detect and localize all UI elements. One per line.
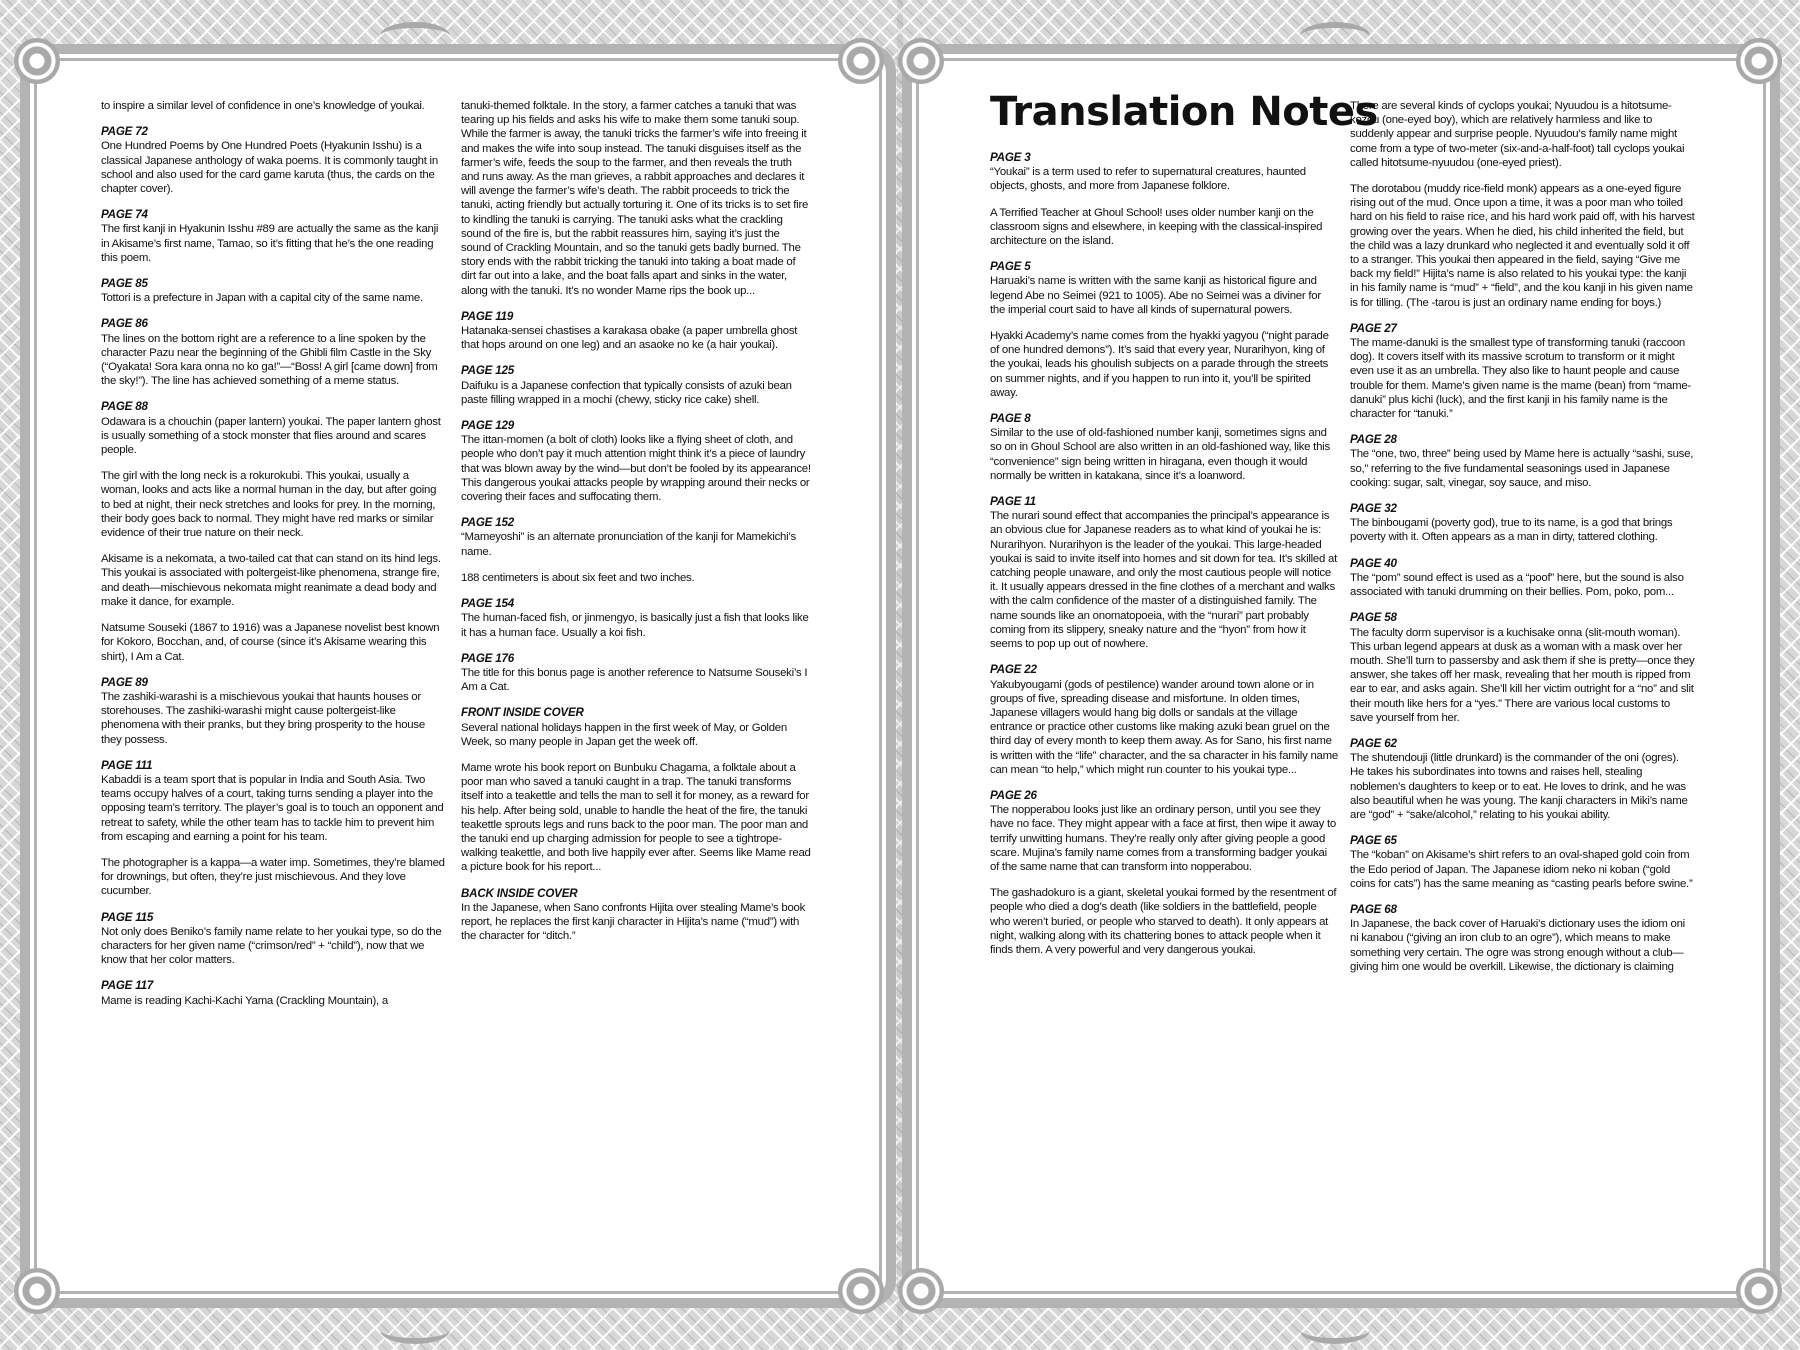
corner-ornament-bottom-center-right <box>898 1268 944 1314</box>
page-reference-heading: PAGE 11 <box>990 495 1036 509</box>
page-reference-heading: PAGE 111 <box>101 758 153 772</box>
corner-ornament-bottom-right <box>1736 1268 1782 1314</box>
page-reference-heading: PAGE 62 <box>1350 736 1397 750</box>
note-paragraph: In the Japanese, when Sano confronts Hijita over stealing Mame’s book report, he replaces the first kanji character in Hijita’s name (“mud”) with the character for “ditch.” <box>461 901 806 943</box>
page-reference-heading: PAGE 72 <box>101 125 148 139</box>
note-paragraph: One Hundred Poems by One Hundred Poets (Hyakunin Isshu) is a classical Japanese anthology of waka poems. It is commonly taught in school and also used for the card game karuta (thus, the cards on the chapter cover). <box>101 140 438 196</box>
page-reference-heading: PAGE 40 <box>1350 556 1397 570</box>
note-paragraph: Haruaki’s name is written with the same kanji as historical figure and legend Abe no Seimei (921 to 1005). Abe no Seimei was a diviner for the imperial court said to have all kinds of supernatural powers. <box>990 275 1321 316</box>
note-paragraph: tanuki-themed folktale. In the story, a farmer catches a tanuki that was tearing up his fields and asks his wife to make them some tanuki soup. While the farmer is away, the tanuki tricks the farmer’s wife into freeing it and makes the wife into soup instead. The tanuki disguises itself as the farmer’s wife, feeds the soup to the farmer, and then reveals the truth and runs away. As the man grieves, a rabbit approaches and declares it will avenge the farmer’s wife’s death. The rabbit proceeds to trick the tanuki, acting friendly but actually torturing it. One of its tricks is to set fire to kindling the tanuki is carrying. The tanuki asks what the crackling sound of the fire is, but the rabbit reassures him, saying it’s just the sound of Crackling Mountain, and so the tanuki gets badly burned. The story ends with the rabbit tricking the tanuki into taking a boat made of dirt far out into a lake, and the boat falls apart and sinks in the water, along with the tanuki. It’s no wonder Mame rips the book up... <box>461 100 809 297</box>
note-paragraph: Not only does Beniko’s family name relate to her youkai type, so do the characters for her given name (“crimson/red” + “child”), now that we know that her color matters. <box>101 925 442 967</box>
page-reference-heading: PAGE 129 <box>461 419 514 433</box>
note-paragraph: Mame wrote his book report on Bunbuku Chagama, a folktale about a poor man who saved a tanuki caught in a trap. The tanuki transforms itself into a teakettle and tells the man to sell it for money, as a reward for his help. After being sold, unable to handle the heat of the fire, the tanuki teakettle sprouts legs and runs back to the poor man. The poor man and the tanuki end up charging admission for people to see a tightrope-walking teakettle, and both live happily ever after. Seems like Mame read a picture book for his report... <box>461 761 811 874</box>
text-column-4 <box>1350 99 1695 986</box>
note-paragraph: There are several kinds of cyclops youkai; Nyuudou is a hitotsume-kozou (one-eyed boy), which are relatively harmless and like to suddenly appear and surprise people. Nyuudou’s family name might come from a type of two-meter (six-and-a-half-foot) tall cyclops youkai called hitotsume-nyuudou (one-eyed priest). <box>1350 100 1685 169</box>
note-paragraph: to inspire a similar level of confidence in one’s knowledge of youkai. <box>101 100 425 112</box>
page-reference-heading: PAGE 74 <box>101 208 148 222</box>
note-paragraph: Kabaddi is a team sport that is popular in India and South Asia. Two teams occupy halves of a court, taking turns sending a player into the opposing team’s territory. The player’s goal is to touch an opponent and retreat to safety, while the other team has to tackle him to prevent him from escaping and earning a point for his team. <box>101 773 444 843</box>
page-reference-heading: PAGE 65 <box>1350 834 1397 848</box>
note-paragraph: The photographer is a kappa—a water imp. Sometimes, they’re blamed for drownings, but often, they’re just mischievous. And they love cucumber. <box>101 856 445 898</box>
note-paragraph: The zashiki-warashi is a mischievous youkai that haunts houses or storehouses. The zashiki-warashi might cause poltergeist-like phenomena with their pranks, but they bring prosperity to the house they possess. <box>101 690 425 746</box>
page-reference-heading: PAGE 28 <box>1350 433 1397 447</box>
note-paragraph: “Mameyoshi” is an alternate pronunciation of the kanji for Mamekichi’s name. <box>461 531 796 558</box>
note-paragraph: Tottori is a prefecture in Japan with a capital city of the same name. <box>101 292 423 305</box>
note-paragraph: “Youkai” is a term used to refer to supernatural creatures, haunted objects, ghosts, and more from Japanese folklore. <box>990 166 1306 193</box>
note-paragraph: Hyakki Academy’s name comes from the hyakki yagyou (“night parade of one hundred demons”). It’s said that every year, Nurarihyon, king of the youkai, leads his ghoulish subjects on a parade through the streets on summer nights, and if you happen to run into it, you’ll be spirited away. <box>990 330 1329 399</box>
note-paragraph: Odawara is a chouchin (paper lantern) youkai. The paper lantern ghost is usually something of a stock monster that flies around and scares people. <box>101 415 441 457</box>
page-reference-heading: PAGE 22 <box>990 663 1037 677</box>
note-paragraph: Yakubyougami (gods of pestilence) wander around town alone or in groups of five, spreading disease and misfortune. In olden times, Japanese villagers would hang big dolls or sandals at the village entrance or practice other customs like making azuki bean gruel on the third day of every month to keep them away. As for Sano, his first name is written with the “life” character, and the sa character in his family name can mean “to help,” which might run counter to his youkai type... <box>990 678 1338 776</box>
page-reference-heading: BACK INSIDE COVER <box>461 886 578 900</box>
page-reference-heading: PAGE 27 <box>1350 321 1397 335</box>
page-reference-heading: PAGE 8 <box>990 412 1031 426</box>
flourish-top-left <box>380 22 450 50</box>
page-reference-heading: PAGE 3 <box>990 151 1031 164</box>
note-paragraph: A Terrified Teacher at Ghoul School! uses older number kanji on the classroom signs and elsewhere, in keeping with the classical-inspired architecture on the island. <box>990 206 1323 248</box>
corner-ornament-bottom-center-left <box>838 1268 884 1314</box>
page-reference-heading: PAGE 68 <box>1350 902 1397 916</box>
page-reference-heading: PAGE 125 <box>461 364 514 378</box>
note-paragraph: 188 centimeters is about six feet and two inches. <box>461 571 695 584</box>
note-paragraph: Natsume Souseki (1867 to 1916) was a Japanese novelist best known for Kokoro, Bocchan, and, of course (since it’s Akisame wearing this shirt), I Am a Cat. <box>101 622 440 663</box>
page-reference-heading: PAGE 154 <box>461 597 514 611</box>
note-paragraph: Mame is reading Kachi-Kachi Yama (Crackling Mountain), a <box>101 994 388 1007</box>
page-reference-heading: PAGE 32 <box>1350 502 1397 516</box>
note-paragraph: Several national holidays happen in the first week of May, or Golden Week, so many people in Japan get the week off. <box>461 721 787 748</box>
page-reference-heading: PAGE 88 <box>101 400 148 414</box>
page-reference-heading: PAGE 176 <box>461 651 514 665</box>
page-reference-heading: PAGE 58 <box>1350 611 1397 625</box>
note-paragraph: The ittan-momen (a bolt of cloth) looks like a flying sheet of cloth, and people who don’t pay it much attention might think it’s a piece of laundry that was blown away by the wind—but don’t be fooled by its appearance! This dangerous youkai attacks people by wrapping around their necks or covering their faces and suffocating them. <box>461 434 811 504</box>
corner-ornament-bottom-left <box>14 1268 60 1314</box>
corner-ornament-top-center-right <box>898 38 944 84</box>
note-paragraph: Akisame is a nekomata, a two-tailed cat that can stand on its hind legs. This youkai is associated with poltergeist-like phenomena, strange fire, and death—mischievous nekomata might reanimate a dead body and make it dance, for example. <box>101 553 441 608</box>
note-paragraph: The “one, two, three” being used by Mame here is actually “sashi, suse, so,” referring to the five fundamental seasonings used in Japanese cooking: sugar, salt, vinegar, soy sauce, and miso. <box>1350 448 1694 489</box>
note-paragraph: In Japanese, the back cover of Haruaki’s dictionary uses the idiom oni ni kanabou (“giving an iron club to an ogre”), which means to make something very certain. The ogre was strong enough without a club—giving him one would be overkill. Likewise, the dictionary is claiming <box>1350 918 1685 973</box>
note-paragraph: The lines on the bottom right are a reference to a line spoken by the character Pazu near the beginning of the Ghibli film Castle in the Sky (“Oyakata! Sora kara onna no ko ga!”—“Boss! A girl [came down] from the sky!”). The line has achieved something of a meme status. <box>101 332 438 388</box>
flourish-bottom-right <box>1300 1316 1370 1344</box>
note-paragraph: Daifuku is a Japanese confection that typically consists of azuki bean paste filling wrapped in a mochi (chewy, sticky rice cake) shell. <box>461 379 792 406</box>
note-paragraph: The mame-danuki is the smallest type of transforming tanuki (raccoon dog). It covers itself with its massive scrotum to transform or it might even use it as an umbrella. They also like to haunt people and cause trouble for them. Mame’s given name is the mame (bean) from “mame-danuki” plus kichi (luck), and the first kanji in his family name is the character for “tanuki.” <box>1350 337 1691 421</box>
note-paragraph: The shutendouji (little drunkard) is the commander of the oni (ogres). He takes his subordinates into towns and raises hell, stealing noblemen’s daughters to keep or to eat. He loves to drink, and he was also beautiful when he was young. The kanji characters in Miki’s name are “god” + “sake/alcohol,” relating to his youkai ability. <box>1350 752 1688 821</box>
text-column-3 <box>990 151 1338 969</box>
note-paragraph: The human-faced fish, or jinmengyo, is basically just a fish that looks like it has a human face. Usually a koi fish. <box>461 612 809 639</box>
note-paragraph: The gashadokuro is a giant, skeletal youkai formed by the resentment of people who died a dog’s death (like soldiers in the battlefield, people who weren’t buried, or people who starved to death). It only appears at night, walking along with its chattering bones to attack people when it finds them. A very powerful and very dangerous youkai. <box>990 887 1337 956</box>
page-reference-heading: PAGE 115 <box>101 910 154 924</box>
page-reference-heading: PAGE 89 <box>101 675 148 689</box>
page-reference-heading: PAGE 26 <box>990 788 1037 802</box>
note-paragraph: The title for this bonus page is another reference to Natsume Souseki’s I Am a Cat. <box>461 666 808 694</box>
note-paragraph: Hatanaka-sensei chastises a karakasa obake (a paper umbrella ghost that hops around on one leg) and an asaoke no ke (a hair youkai). <box>461 325 798 352</box>
flourish-top-right <box>1300 22 1370 50</box>
page-reference-heading: PAGE 5 <box>990 260 1031 274</box>
note-paragraph: The “pom” sound effect is used as a “poof” here, but the sound is also associated with tanuki drumming on their bellies. Pom, poko, pom... <box>1350 571 1684 599</box>
page-reference-heading: PAGE 119 <box>461 309 514 323</box>
note-paragraph: The nopperabou looks just like an ordinary person, until you see they have no face. They might appear with a face at first, then wipe it away to terrify unwitting humans. They’re really only after giving people a good scare. Mujina’s family name comes from a transforming badger youkai of the same name that can transform into nopperabou. <box>990 804 1336 873</box>
corner-ornament-top-right <box>1736 38 1782 84</box>
note-paragraph: The nurari sound effect that accompanies the principal’s appearance is an obvious clue for Japanese readers as to what kind of youkai he is: Nurarihyon. Nurarihyon is the leader of the youkai. This large-headed youkai is said to invite itself into homes and sit down for tea. It’s skilled at catching people unaware, and only the most cautious people will notice it. It usually appears dressed in the fine clothes of a merchant and walks with the calm confidence of the master of a distinguished family. The name sounds like an onomatopoeia, with the “nurari” part probably coming from its slippery, sneaky nature and the “hyon” from how it seems to pop up out of nowhere. <box>990 510 1338 651</box>
text-column-2 <box>461 99 811 955</box>
note-paragraph: Similar to the use of old-fashioned number kanji, sometimes signs and so on in Ghoul School are also written in an old-fashioned way, like this “convenience” sign being written in hiragana, even though it would normally be written in katakana, since it’s a loanword. <box>990 427 1330 482</box>
corner-ornament-top-left <box>14 38 60 84</box>
note-paragraph: The girl with the long neck is a rokurokubi. This youkai, usually a woman, looks and acts like a normal human in the day, but after going to bed at night, their neck stretches and looks for prey. In the morning, their body goes back to normal. They might have red marks or similar evidence of their true nature on their neck. <box>101 470 437 540</box>
page-reference-heading: PAGE 86 <box>101 317 148 331</box>
page-reference-heading: PAGE 117 <box>101 979 154 993</box>
note-paragraph: The dorotabou (muddy rice-field monk) appears as a one-eyed figure rising out of the mud. Once upon a time, it was a poor man who toiled hard on his field to raise rice, and his hard work paid off, with his harvest growing over the years. When he died, his child inherited the field, but the child was a lazy drunkard who neglected it and eventually sold it off to a stranger. This youkai then appeared in the field, saying “Give me back my field!” Hijita’s name is also related to his youkai type: the kanji in his family name is “mud” + “field”, and the kou kanji in his given name is for tilling. (The -tarou is just an ordinary name ending for boys.) <box>1350 183 1695 309</box>
page-title: Translation Notes <box>990 89 1378 135</box>
note-paragraph: The faculty dorm supervisor is a kuchisake onna (slit-mouth woman). This urban legend appears at dusk as a woman with a mask over her mouth. She’ll turn to passersby and ask them if she is pretty—once they answer, she takes off her mask, revealing that her mouth is ripped from ear to ear, and asks again. She’ll kill her victim outright for a “no” and slit their mouth like hers for a “yes.” There are various local customs to save yourself from her. <box>1350 626 1695 724</box>
page-reference-heading: PAGE 152 <box>461 516 514 530</box>
note-paragraph: The first kanji in Hyakunin Isshu #89 are actually the same as the kanji in Akisame’s first name, Tamao, so it’s fitting that he’s the one reading this poem. <box>101 223 439 264</box>
page-reference-heading: FRONT INSIDE COVER <box>461 706 584 720</box>
note-paragraph: The binbougami (poverty god), true to its name, is a god that brings poverty with it. Often appears as a man in dirty, tattered clothing. <box>1350 517 1673 544</box>
corner-ornament-top-center-left <box>838 38 884 84</box>
note-paragraph: The “koban” on Akisame’s shirt refers to an oval-shaped gold coin from the Edo period of Japan. The Japanese idiom neko ni koban (“gold coins for cats”) has the same meaning as “casting pearls before swine.” <box>1350 849 1693 890</box>
text-column-1 <box>101 99 447 1020</box>
page-reference-heading: PAGE 85 <box>101 277 148 291</box>
flourish-bottom-left <box>380 1316 450 1344</box>
